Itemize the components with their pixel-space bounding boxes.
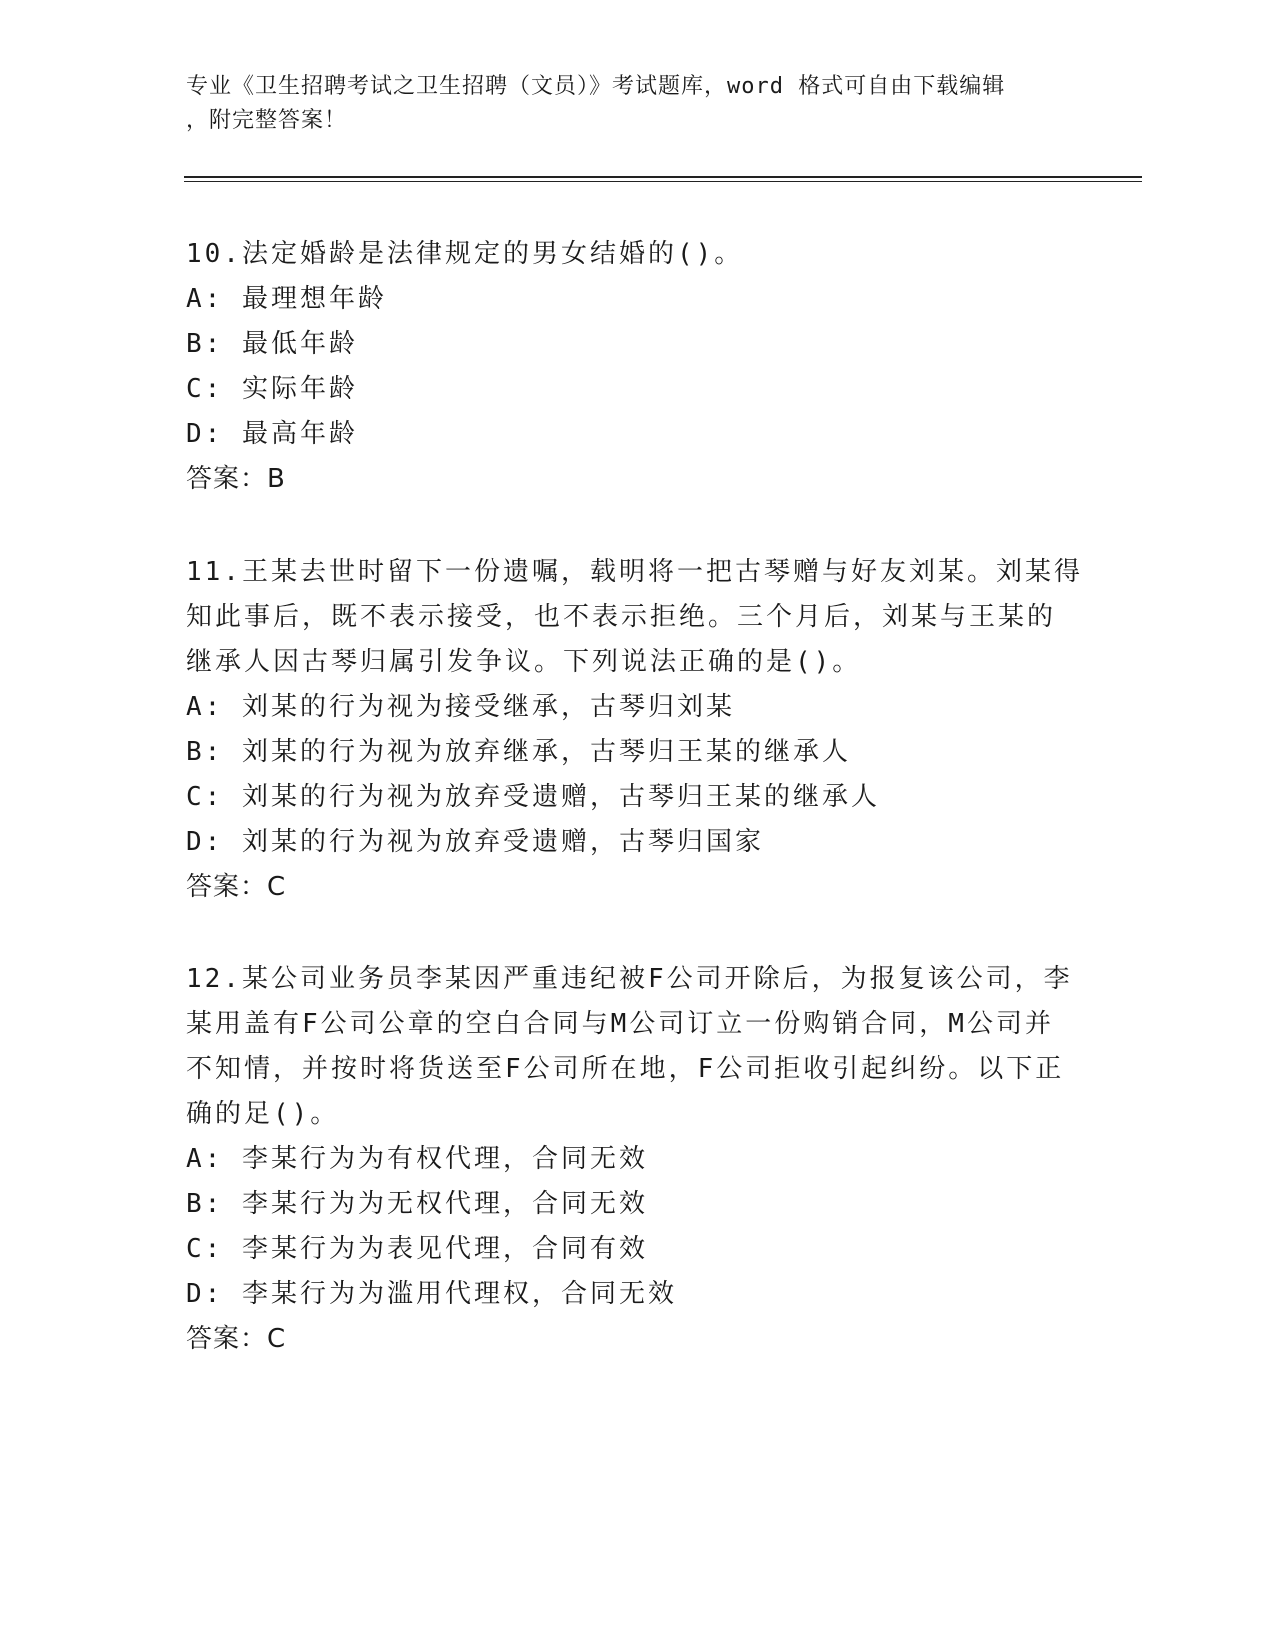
answer-line: 答案：C [186,872,287,902]
question-stem-line: 某用盖有F公司公章的空白合同与M公司订立一份购销合同，M公司并 [186,1009,1054,1039]
question-10 [186,232,1086,502]
option-d: D: 李某行为为滥用代理权，合同无效 [186,1279,677,1309]
question-12 [186,957,1086,1362]
option-a: A: 李某行为为有权代理，合同无效 [186,1144,648,1174]
document-header [186,70,1086,138]
option-c: C: 李某行为为表见代理，合同有效 [186,1234,648,1264]
option-b: B: 李某行为为无权代理，合同无效 [186,1189,648,1219]
question-stem-line: 知此事后，既不表示接受，也不表示拒绝。三个月后，刘某与王某的 [186,602,1057,632]
answer-line: 答案：B [186,464,286,494]
option-a: A: 刘某的行为视为接受继承，古琴归刘某 [186,692,735,722]
question-stem-line: 继承人因古琴归属引发争议。下列说法正确的是()。 [186,647,862,677]
option-b: B: 刘某的行为视为放弃继承，古琴归王某的继承人 [186,737,851,767]
question-stem-line: 11.王某去世时留下一份遗嘱，载明将一把古琴赠与好友刘某。刘某得 [186,557,1083,587]
header-divider [184,176,1142,178]
header-line: ，附完整答案！ [186,108,348,133]
option-d: D: 最高年龄 [186,419,358,449]
question-stem-line: 10.法定婚龄是法律规定的男女结婚的()。 [186,239,744,269]
question-11 [186,550,1086,910]
option-d: D: 刘某的行为视为放弃受遗赠，古琴归国家 [186,827,764,857]
option-c: C: 实际年龄 [186,374,358,404]
question-stem-line: 12.某公司业务员李某因严重违纪被F公司开除后，为报复该公司，李 [186,964,1073,994]
option-b: B: 最低年龄 [186,329,358,359]
header-divider [184,181,1142,182]
question-stem-line: 确的足()。 [186,1099,340,1129]
header-line: 专业《卫生招聘考试之卫生招聘（文员）》考试题库，word 格式可自由下载编辑 [186,74,1006,99]
question-stem-line: 不知情，并按时将货送至F公司所在地，F公司拒收引起纠纷。以下正 [186,1054,1065,1084]
option-c: C: 刘某的行为视为放弃受遗赠，古琴归王某的继承人 [186,782,880,812]
answer-line: 答案：C [186,1324,287,1354]
option-a: A: 最理想年龄 [186,284,387,314]
